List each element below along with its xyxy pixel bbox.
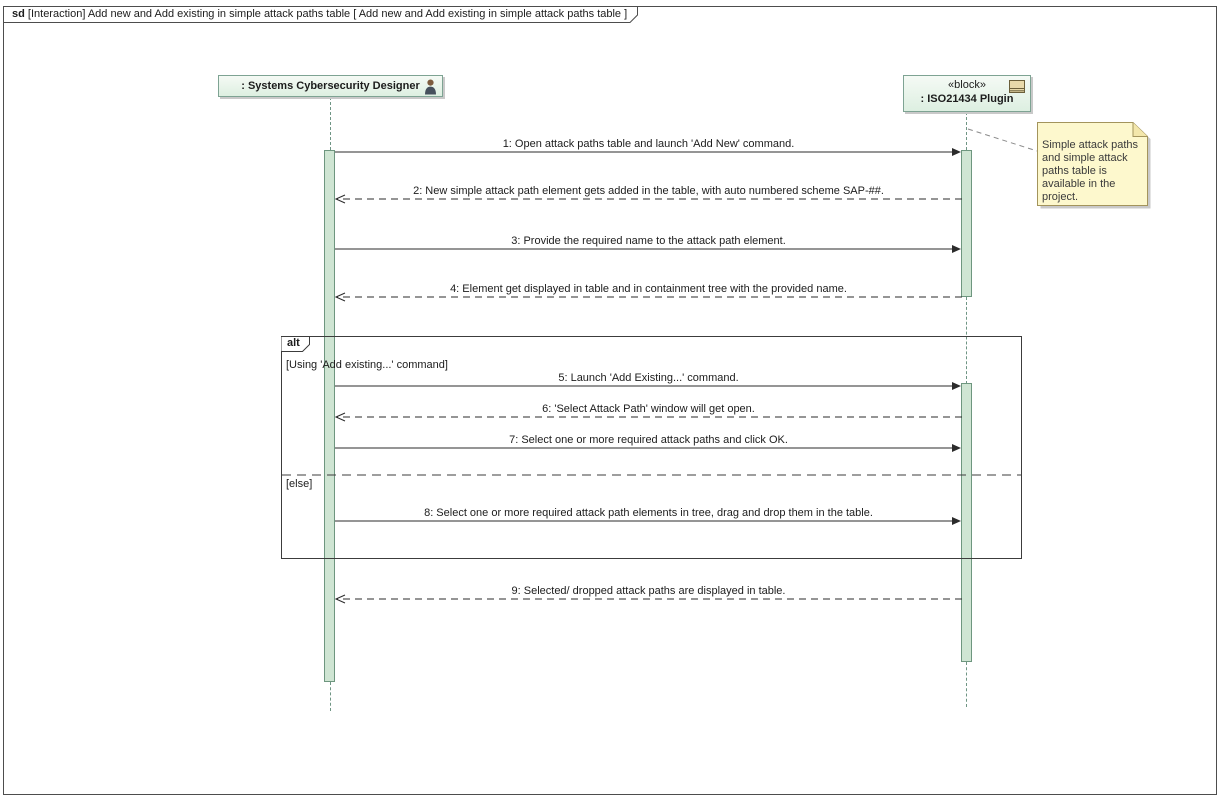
lifeline-head-designer[interactable]: [218, 75, 443, 97]
message-9[interactable]: [335, 574, 962, 604]
alt-fragment[interactable]: [281, 336, 1022, 559]
reply-arrow-icon: [335, 594, 962, 604]
lifeline-designer-label: : Systems Cybersecurity Designer: [241, 80, 420, 92]
message-6-label: 6: 'Select Attack Path' window will get open.: [542, 403, 755, 415]
message-8-label: 8: Select one or more required attack path elements in tree, drag and drop them in the table.: [424, 507, 873, 519]
fragment-guard-1: [Using 'Add existing...' command]: [286, 359, 448, 371]
message-4-label: 4: Element get displayed in table and in containment tree with the provided name.: [450, 283, 847, 295]
message-7-label: 7: Select one or more required attack paths and click OK.: [509, 434, 788, 446]
message-1[interactable]: [335, 127, 962, 157]
reply-arrow-icon: [335, 194, 962, 204]
lifeline-plugin-line: [966, 662, 967, 707]
lifeline-designer-line: [330, 682, 331, 711]
message-2[interactable]: [335, 174, 962, 204]
message-2-label: 2: New simple attack path element gets added in the table, with auto numbered scheme SAP-##.: [413, 185, 884, 197]
diagram-kind: sd: [12, 8, 25, 20]
message-3-label: 3: Provide the required name to the attack path element.: [511, 235, 786, 247]
lifeline-designer-line: [330, 97, 331, 150]
sync-arrow-icon: [335, 147, 962, 157]
alt-fragment-tab: [281, 336, 311, 352]
reply-arrow-icon: [335, 292, 962, 302]
actor-icon: [424, 79, 437, 95]
fragment-else-separator: [282, 474, 1021, 476]
activation-plugin-1[interactable]: [961, 150, 972, 297]
note[interactable]: [1037, 122, 1151, 209]
diagram-title-text: [Interaction] Add new and Add existing in simple attack paths table [ Add new and Add existing in simple attack paths table ]: [27, 8, 628, 20]
message-4[interactable]: [335, 272, 962, 302]
lifeline-plugin-stereotype: «block»: [948, 79, 986, 91]
block-icon: [1009, 80, 1025, 93]
sync-arrow-icon: [335, 244, 962, 254]
message-3[interactable]: [335, 224, 962, 254]
lifeline-plugin-label: : ISO21434 Plugin: [920, 93, 1014, 105]
lifeline-head-plugin[interactable]: [903, 75, 1031, 112]
message-1-label: 1: Open attack paths table and launch 'Add New' command.: [502, 138, 795, 150]
note-text: Simple attack paths and simple attack paths table is available in the project.: [1042, 139, 1138, 203]
diagram-title: [12, 8, 627, 21]
fragment-guard-2: [else]: [286, 478, 313, 490]
fragment-operator: alt: [287, 337, 300, 349]
message-9-label: 9: Selected/ dropped attack paths are displayed in table.: [511, 585, 786, 597]
diagram-title-tab[interactable]: [3, 6, 639, 24]
message-5-label: 5: Launch 'Add Existing...' command.: [558, 372, 739, 384]
